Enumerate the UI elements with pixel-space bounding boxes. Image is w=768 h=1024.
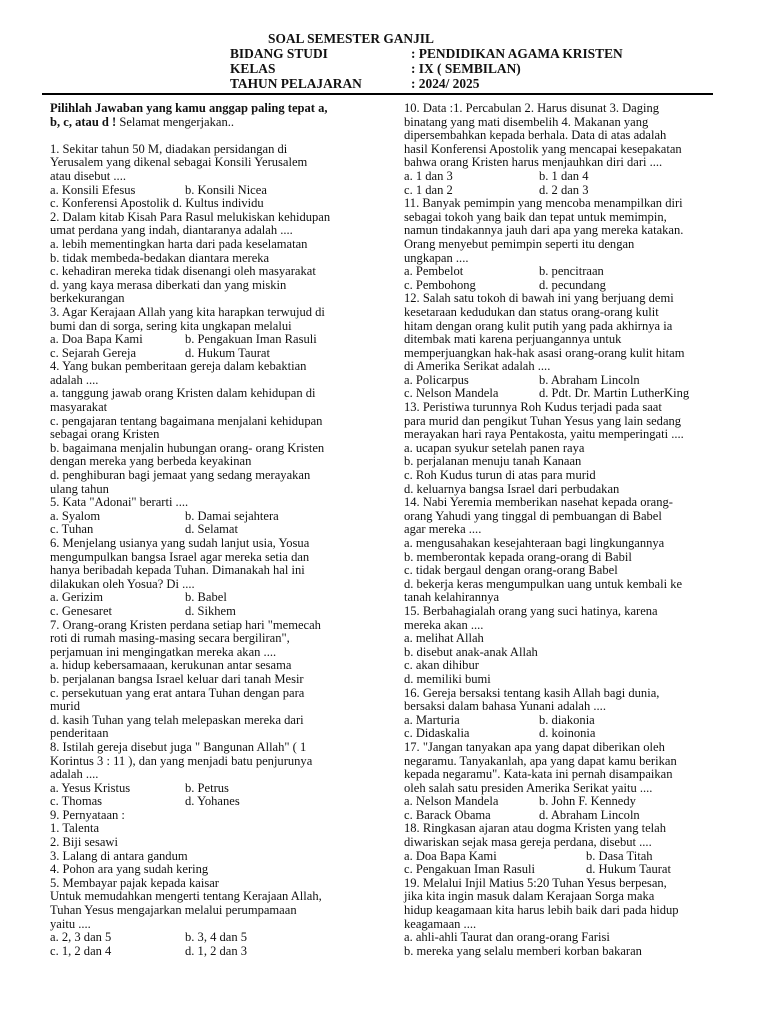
question-text: kesetaraan kedudukan dan status orang-orang kulit: [404, 304, 659, 319]
header-label: KELAS: [230, 61, 276, 76]
question-text: bahwa orang Kristen harus menjauhkan diri dari ....: [404, 155, 663, 170]
question-text: ungkapan ....: [404, 250, 469, 265]
answer-option: c. pengajaran tentang bagaimana menjalani kehidupan: [50, 413, 323, 428]
question-text: 5. Membayar pajak kepada kaisar: [50, 875, 219, 890]
answer-option: d. 1, 2 dan 3: [185, 943, 248, 958]
question-text: 14. Nabi Yeremia memberikan nasehat kepada orang-: [404, 495, 673, 510]
answer-options-row: [404, 170, 722, 184]
answer-option: c. Sejarah Gereja: [50, 345, 137, 360]
question-text: 1. Talenta: [50, 821, 100, 836]
question-text: roti di rumah masing-masing secara bergiliran",: [50, 631, 290, 646]
answer-option: a. 2, 3 dan 5: [50, 930, 112, 945]
answer-option: tanah kelahirannya: [404, 590, 500, 605]
question-text: umat perdana yang indah, diantaranya adalah ....: [50, 223, 293, 238]
header-value: : IX ( SEMBILAN): [411, 61, 521, 76]
answer-option: d. Abraham Lincoln: [539, 807, 640, 822]
answer-option: b. pencitraan: [539, 264, 604, 279]
question-text: ditembak mati karena perjuangannya untuk: [404, 332, 622, 347]
answer-options-row: [50, 795, 362, 809]
question-text: binatang yang mati disembelih 4. Makanan yang: [404, 114, 649, 129]
answer-option: d. Selamat: [185, 522, 238, 537]
question-text: Orang menyebut pemimpin seperti itu dengan: [404, 236, 635, 251]
answer-option: d. Hukum Taurat: [185, 345, 270, 360]
answer-options-row: [404, 265, 722, 279]
answer-option: c. tidak bergaul dengan orang-orang Babel: [404, 563, 618, 578]
answer-option: a. Yesus Kristus: [50, 780, 131, 795]
answer-option: d. Yohanes: [185, 794, 240, 809]
answer-option: ulang tahun: [50, 481, 109, 496]
answer-option: c. Tuhan: [50, 522, 94, 537]
question-text: mengumpulkan bangsa Israel agar mereka setia dan: [50, 549, 310, 564]
answer-option: masyarakat: [50, 400, 108, 415]
question-text: Yerusalem yang dikenal sebagai Konsili Yerusalem: [50, 155, 308, 170]
answer-options-row: [50, 197, 362, 211]
answer-option: d. memiliki bumi: [404, 671, 491, 686]
answer-options-row: [50, 605, 362, 619]
question-text: oleh salah satu presiden Amerika Serikat yaitu ....: [404, 780, 653, 795]
answer-option: dengan mereka yang berbeda keyakinan: [50, 454, 252, 469]
answer-option: a. Policarpus: [404, 372, 469, 387]
answer-option: d. yang kaya merasa diberkati dan yang miskin: [50, 277, 287, 292]
answer-option: a. melihat Allah: [404, 631, 484, 646]
answer-option: b. Dasa Titah: [586, 848, 653, 863]
answer-option: d. Hukum Taurat: [586, 862, 671, 877]
answer-options-row: [50, 184, 362, 198]
answer-option: a. Pembelot: [404, 264, 464, 279]
answer-option: b. memberontak kepada orang-orang di Babil: [404, 549, 632, 564]
answer-option: b. disebut anak-anak Allah: [404, 644, 538, 659]
answer-option: d. kasih Tuhan yang telah melepaskan mereka dari: [50, 712, 304, 727]
instructions-line: [50, 116, 362, 130]
answer-option: a. Konsili Efesus: [50, 182, 136, 197]
question-text: mereka akan ....: [404, 617, 484, 632]
spacer: [50, 129, 362, 143]
question-text: namun tindakannya jauh dari apa yang mereka katakan.: [404, 223, 684, 238]
question-text: yaitu ....: [50, 916, 91, 931]
question-text: adalah ....: [50, 767, 99, 782]
answer-option: c. 1, 2 dan 4: [50, 943, 112, 958]
answer-options-row: [50, 782, 362, 796]
question-text: 18. Ringkasan ajaran atau dogma Kristen yang telah: [404, 821, 667, 836]
answer-option: b. Abraham Lincoln: [539, 372, 640, 387]
answer-options-row: [404, 279, 722, 293]
question-text: 12. Salah satu tokoh di bawah ini yang berjuang demi: [404, 291, 674, 306]
answer-option: d. penghiburan bagi jemaat yang sedang merayakan: [50, 468, 311, 483]
answer-option: b. Petrus: [185, 780, 229, 795]
answer-option: penderitaan: [50, 726, 109, 741]
answer-options-row: [404, 809, 722, 823]
question-text: perjamuan ini mengingatkan mereka akan ....: [50, 644, 277, 659]
answer-option: c. Genesaret: [50, 603, 112, 618]
question-text: dilakukan oleh Yosua? Di ....: [50, 576, 195, 591]
right-column: [404, 102, 722, 958]
answer-options-row: [404, 374, 722, 388]
answer-option: d. pecundang: [539, 277, 606, 292]
question-text: 1. Sekitar tahun 50 M, diadakan persidangan di: [50, 141, 288, 156]
answer-option: b. perjalanan menuju tanah Kanaan: [404, 454, 582, 469]
answer-option: a. hidup kebersamaaan, kerukunan antar sesama: [50, 658, 292, 673]
answer-option: d. keluarnya bangsa Israel dari perbudakan: [404, 481, 620, 496]
question-text: dipersembahkan kepada berhala. Data di atas adalah: [404, 128, 667, 143]
answer-option: c. Nelson Mandela: [404, 386, 499, 401]
question-text: negaramu. Tanyakanlah, apa yang dapat kamu berikan: [404, 753, 677, 768]
question-text: 3. Lalang di antara gandum: [50, 848, 188, 863]
answer-option: d. Sikhem: [185, 603, 236, 618]
answer-options-row: [50, 931, 362, 945]
answer-option: b. Babel: [185, 590, 227, 605]
question-text: diwariskan sejak masa gereja perdana, disebut ....: [404, 835, 652, 850]
left-column: [50, 102, 362, 958]
answer-option: c. Roh Kudus turun di atas para murid: [404, 468, 596, 483]
answer-option: d. koinonia: [539, 726, 596, 741]
question-text: merayakan hari raya Pentakosta, yaitu memperingati ....: [404, 427, 684, 442]
question-text: 3. Agar Kerajaan Allah yang kita harapkan terwujud di: [50, 304, 325, 319]
answer-options-row: [404, 714, 722, 728]
answer-options-row: [50, 523, 362, 537]
header-divider: [42, 93, 713, 95]
answer-option: a. Gerizim: [50, 590, 103, 605]
answer-option: c. Pembohong: [404, 277, 476, 292]
answer-option: b. perjalanan bangsa Israel keluar dari tanah Mesir: [50, 671, 304, 686]
question-text: hanya beribadah kepada Tuhan. Dimanakah hal ini: [50, 563, 305, 578]
instructions-greeting: Selamat mengerjakan..: [116, 114, 234, 129]
answer-options-row: [50, 347, 362, 361]
answer-options-row: [404, 850, 722, 864]
question-text: 2. Biji sesawi: [50, 835, 118, 850]
question-text: 4. Yang bukan pemberitaan gereja dalam kebaktian: [50, 359, 307, 374]
answer-options-row: [404, 727, 722, 741]
answer-option: b. 3, 4 dan 5: [185, 930, 248, 945]
question-text: memperjuangkan hak-hak asasi orang-orang kulit hitam: [404, 345, 685, 360]
question-text: 8. Istilah gereja disebut juga " Bangunan Allah" ( 1: [50, 739, 307, 754]
header-label: BIDANG STUDI: [230, 46, 328, 61]
answer-options-row: [50, 945, 362, 959]
answer-option: c. persekutuan yang erat antara Tuhan dengan para: [50, 685, 305, 700]
question-text: 11. Banyak pemimpin yang mencoba menampilkan diri: [404, 196, 683, 211]
question-text: sebagai tokoh yang baik dan tepat untuk memimpin,: [404, 209, 667, 224]
question-text: hitam dengan orang kulit putih yang pada akhirnya ia: [404, 318, 673, 333]
answer-option: b. diakonia: [539, 712, 595, 727]
question-text: 19. Melalui Injil Matius 5:20 Tuhan Yesus berpesan,: [404, 875, 667, 890]
answer-option: a. tanggung jawab orang Kristen dalam kehidupan di: [50, 386, 316, 401]
answer-option: a. Syalom: [50, 508, 101, 523]
question-text: Korintus 3 : 11 ), dan yang menjadi batu penjurunya: [50, 753, 313, 768]
answer-option: c. Barack Obama: [404, 807, 491, 822]
question-text: 16. Gereja bersaksi tentang kasih Allah bagi dunia,: [404, 685, 660, 700]
answer-options-row: [50, 333, 362, 347]
answer-option: sebagai orang Kristen: [50, 427, 160, 442]
answer-option: b. Konsili Nicea: [185, 182, 267, 197]
answer-option: a. Doa Bapa Kami: [50, 332, 143, 347]
answer-options-row: [404, 387, 722, 401]
answer-option: murid: [50, 699, 80, 714]
question-text: 4. Pohon ara yang sudah kering: [50, 862, 209, 877]
question-text: 5. Kata "Adonai" berarti ....: [50, 495, 189, 510]
header-label: TAHUN PELAJARAN: [230, 76, 362, 91]
question-text: 10. Data :1. Percabulan 2. Harus disunat 3. Daging: [404, 101, 660, 115]
answer-option: d. 2 dan 3: [539, 182, 589, 197]
answer-option: b. Pengakuan Iman Rasuli: [185, 332, 317, 347]
question-text: para murid dan pengikut Tuhan Yesus yang lain sedang: [404, 413, 682, 428]
question-text: 9. Pernyataan :: [50, 807, 125, 822]
answer-option: a. Doa Bapa Kami: [404, 848, 497, 863]
question-text: adalah ....: [50, 372, 99, 387]
question-text: Untuk memudahkan mengerti tentang Kerajaan Allah,: [50, 889, 322, 904]
answer-option: c. Konferensi Apostolik d. Kultus individu: [50, 196, 264, 211]
question-text: agar mereka ....: [404, 522, 482, 537]
header-value: : PENDIDIKAN AGAMA KRISTEN: [411, 46, 623, 61]
answer-option: b. mereka yang selalu memberi korban bakaran: [404, 943, 642, 958]
question-text: Tuhan Yesus mengajarkan melalui perumpamaan: [50, 903, 297, 918]
answer-option: a. mengusahakan kesejahteraan bagi lingkungannya: [404, 536, 665, 550]
answer-option: c. Pengakuan Iman Rasuli: [404, 862, 536, 877]
answer-options-row: [404, 863, 722, 877]
answer-option: d. bekerja keras mengumpulkan uang untuk kembali ke: [404, 576, 683, 591]
question-text: di Amerika Serikat adalah ....: [404, 359, 551, 374]
question-text: 6. Menjelang usianya yang sudah lanjut usia, Yosua: [50, 536, 310, 550]
question-text: 13. Peristiwa turunnya Roh Kudus terjadi pada saat: [404, 400, 662, 415]
question-text: atau disebut ....: [50, 168, 126, 183]
answer-option: c. Thomas: [50, 794, 103, 809]
answer-option: berkekurangan: [50, 291, 125, 306]
header-value: : 2024/ 2025: [411, 76, 480, 91]
answer-option: b. bagaimana menjalin hubungan orang- orang Kristen: [50, 440, 325, 455]
question-text: hidup keagamaan kita harus lebih baik dari pada hidup: [404, 903, 679, 918]
answer-option: c. akan dihibur: [404, 658, 479, 673]
answer-option: a. Nelson Mandela: [404, 794, 499, 809]
answer-option: a. ahli-ahli Taurat dan orang-orang Farisi: [404, 930, 610, 945]
answer-option: a. 1 dan 3: [404, 168, 453, 183]
question-text: hasil Konferensi Apostolik yang mencapai kesepakatan: [404, 141, 682, 156]
question-text: bersaksi dalam bahasa Yunani adalah ....: [404, 699, 606, 714]
question-text: 7. Orang-orang Kristen perdana setiap hari "memecah: [50, 617, 321, 632]
answer-option: a. Marturia: [404, 712, 460, 727]
answer-option: b. tidak membeda-bedakan diantara mereka: [50, 250, 270, 265]
exam-title: SOAL SEMESTER GANJIL: [268, 31, 434, 46]
answer-option: c. kehadiran mereka tidak disenangi oleh masyarakat: [50, 264, 316, 279]
question-text: bumi dan di sorga, sering kita ungkapan melalui: [50, 318, 292, 333]
answer-option: a. lebih mementingkan harta dari pada keselamatan: [50, 236, 308, 251]
question-text: 2. Dalam kitab Kisah Para Rasul melukiskan kehidupan: [50, 209, 331, 224]
answer-options-row: [50, 591, 362, 605]
answer-options-row: [50, 510, 362, 524]
answer-option: b. 1 dan 4: [539, 168, 589, 183]
question-text: keagamaan ....: [404, 916, 477, 931]
question-text: jika kita ingin masuk dalam Kerajaan Sorga maka: [404, 889, 655, 904]
answer-option: d. Pdt. Dr. Martin LutherKing: [539, 386, 690, 401]
answer-option: b. John F. Kennedy: [539, 794, 636, 809]
answer-options-row: [404, 184, 722, 198]
question-text: 17. "Jangan tanyakan apa yang dapat diberikan oleh: [404, 739, 665, 754]
answer-option: b. Damai sejahtera: [185, 508, 279, 523]
question-text: orang Yahudi yang tinggal di pembuangan di Babel: [404, 508, 662, 523]
question-text: 15. Berbahagialah orang yang suci hatinya, karena: [404, 603, 658, 618]
question-text: kepada negaramu". Kata-kata ini pernah disampaikan: [404, 767, 673, 782]
answer-options-row: [404, 795, 722, 809]
answer-option: c. 1 dan 2: [404, 182, 453, 197]
instructions-bold: b, c, atau d !: [50, 114, 117, 129]
answer-option: a. ucapan syukur setelah panen raya: [404, 440, 585, 455]
instructions-line: Pilihlah Jawaban yang kamu anggap paling tepat a,: [50, 101, 328, 115]
answer-option: c. Didaskalia: [404, 726, 470, 741]
